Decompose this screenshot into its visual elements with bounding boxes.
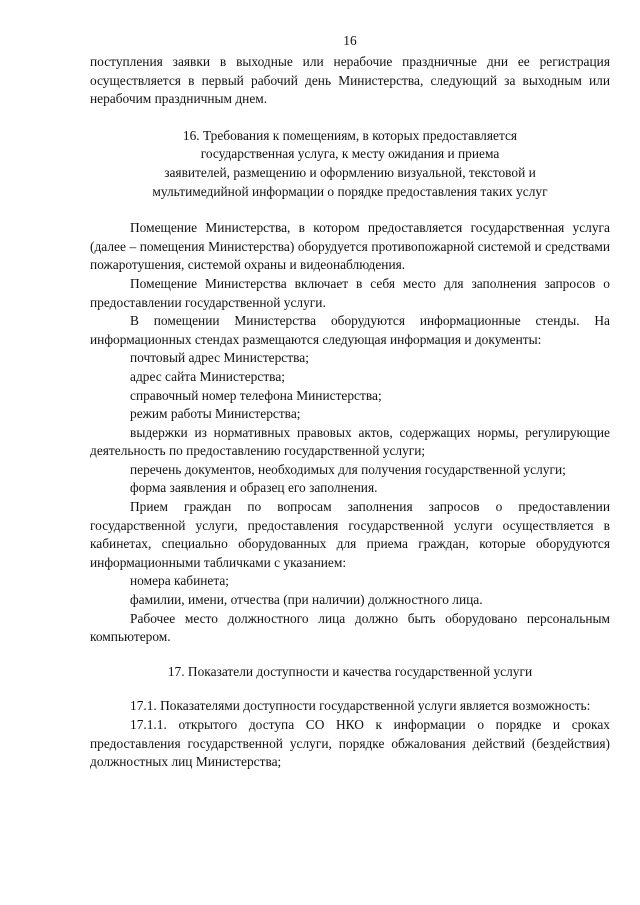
list-item-application-form: форма заявления и образец его заполнения. <box>130 480 378 496</box>
page-number: 16 <box>343 33 357 48</box>
paragraph-17-1: 17.1. Показателями доступности государственной услуги является возможность: <box>130 698 591 714</box>
list-item-cabinet-number: номера кабинета; <box>130 573 230 589</box>
list-item-phone: справочный номер телефона Министерства; <box>130 387 382 403</box>
list-item-legal-excerpts: выдержки из нормативных правовых актов, содержащих нормы, регулирующие деятельность по предоставлению государственной услуги; <box>90 424 610 459</box>
section-16-heading-line-2: государственная услуга, к месту ожидания и приема <box>200 146 500 162</box>
paragraph-info-stands: В помещении Министерства оборудуются информационные стенды. На информационных стендах размещаются следующая информация и документы: <box>90 313 610 347</box>
section-16-heading <box>90 127 610 201</box>
list-item-postal-address: почтовый адрес Министерства; <box>130 350 309 366</box>
list-item-documents-list: перечень документов, необходимых для получения государственной услуги; <box>130 461 566 477</box>
list-item-work-hours: режим работы Министерства; <box>130 406 301 422</box>
document-body <box>90 53 610 772</box>
paragraph-reception: Прием граждан по вопросам заполнения запросов о предоставлении государственной услуги, предоставления государственной услуги осуществляется в кабинетах, специально оборудованных для приема граждан, которые оборудуются информационными табличками с указанием: <box>90 499 610 570</box>
paragraph-continuation: поступления заявки в выходные или нерабочие праздничные дни ее регистрация осуществляется в первый рабочий день Министерства, следующий за выходным или нерабочим праздничным днем. <box>90 54 610 107</box>
paragraph-17-1-1: 17.1.1. открытого доступа СО НКО к информации о порядке и сроках предоставления государственной услуги, порядке обжалования действий (бездействия) должностных лиц Министерства; <box>90 717 610 770</box>
list-item-site-address: адрес сайта Министерства; <box>130 368 285 384</box>
paragraph-premises-request-place: Помещение Министерства включает в себя место для заполнения запросов о предоставлении государственной услуги. <box>90 275 610 310</box>
section-16-heading-line-1: 16. Требования к помещениям, в которых предоставляется <box>182 127 518 143</box>
paragraph-premises-equipment: Помещение Министерства, в котором предоставляется государственная услуга (далее – помещения Министерства) оборудуется противопожарной системой и средствами пожаротушения, системой охраны и видеонаблюдения. <box>90 220 610 273</box>
list-item-official-name: фамилии, имени, отчества (при наличии) должностного лица. <box>130 592 483 608</box>
section-16-heading-line-3: заявителей, размещению и оформлению визуальной, текстовой и <box>164 164 536 180</box>
paragraph-workplace: Рабочее место должностного лица должно быть оборудовано персональным компьютером. <box>90 610 610 645</box>
section-17-heading: 17. Показатели доступности и качества государственной услуги <box>167 663 533 679</box>
section-16-heading-line-4: мультимедийной информации о порядке предоставления таких услуг <box>152 183 548 199</box>
